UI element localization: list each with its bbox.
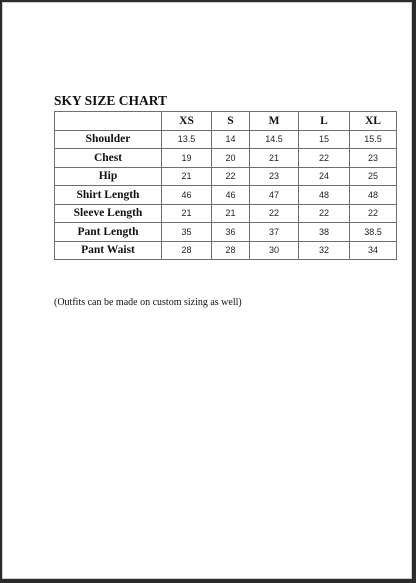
table-cell: 22 bbox=[299, 204, 350, 223]
table-cell: 28 bbox=[162, 241, 212, 260]
row-label-shoulder: Shoulder bbox=[55, 130, 162, 149]
table-cell: 22 bbox=[299, 149, 350, 168]
table-cell: 32 bbox=[299, 241, 350, 260]
table-cell: 48 bbox=[350, 186, 397, 205]
table-cell: 13.5 bbox=[162, 130, 212, 149]
table-cell: 25 bbox=[350, 167, 397, 186]
row-label-chest: Chest bbox=[55, 149, 162, 168]
table-cell: 46 bbox=[212, 186, 250, 205]
table-cell: 23 bbox=[350, 149, 397, 168]
table-cell: 21 bbox=[212, 204, 250, 223]
table-cell: 14.5 bbox=[250, 130, 299, 149]
table-cell: 22 bbox=[350, 204, 397, 223]
column-header-s: S bbox=[212, 112, 250, 131]
table-cell: 22 bbox=[250, 204, 299, 223]
column-header-m: M bbox=[250, 112, 299, 131]
table-row bbox=[55, 130, 397, 149]
table-cell: 14 bbox=[212, 130, 250, 149]
table-cell: 19 bbox=[162, 149, 212, 168]
table-cell: 36 bbox=[212, 223, 250, 242]
table-cell: 38 bbox=[299, 223, 350, 242]
table-cell: 38.5 bbox=[350, 223, 397, 242]
table-row bbox=[55, 167, 397, 186]
table-cell: 15.5 bbox=[350, 130, 397, 149]
document-page bbox=[2, 2, 412, 579]
table-cell: 46 bbox=[162, 186, 212, 205]
table-header-row bbox=[55, 112, 397, 131]
row-label-hip: Hip bbox=[55, 167, 162, 186]
table-cell: 35 bbox=[162, 223, 212, 242]
table-row bbox=[55, 186, 397, 205]
row-label-pant-waist: Pant Waist bbox=[55, 241, 162, 260]
table-cell: 21 bbox=[250, 149, 299, 168]
table-cell: 22 bbox=[212, 167, 250, 186]
row-label-shirt-length: Shirt Length bbox=[55, 186, 162, 205]
size-table bbox=[54, 111, 397, 260]
table-row bbox=[55, 149, 397, 168]
table-cell: 34 bbox=[350, 241, 397, 260]
table-cell: 48 bbox=[299, 186, 350, 205]
row-label-sleeve-length: Sleeve Length bbox=[55, 204, 162, 223]
table-cell: 47 bbox=[250, 186, 299, 205]
row-label-pant-length: Pant Length bbox=[55, 223, 162, 242]
table-cell: 28 bbox=[212, 241, 250, 260]
table-cell: 24 bbox=[299, 167, 350, 186]
table-row bbox=[55, 223, 397, 242]
table-cell: 23 bbox=[250, 167, 299, 186]
column-header-l: L bbox=[299, 112, 350, 131]
column-header-xs: XS bbox=[162, 112, 212, 131]
custom-sizing-note: (Outfits can be made on custom sizing as well) bbox=[54, 297, 242, 308]
column-header-xl: XL bbox=[350, 112, 397, 131]
table-cell: 30 bbox=[250, 241, 299, 260]
column-header-blank bbox=[55, 112, 162, 131]
chart-title: SKY SIZE CHART bbox=[54, 93, 168, 108]
table-row bbox=[55, 204, 397, 223]
table-cell: 21 bbox=[162, 167, 212, 186]
table-cell: 20 bbox=[212, 149, 250, 168]
table-row bbox=[55, 241, 397, 260]
table-cell: 15 bbox=[299, 130, 350, 149]
table-cell: 21 bbox=[162, 204, 212, 223]
table-cell: 37 bbox=[250, 223, 299, 242]
